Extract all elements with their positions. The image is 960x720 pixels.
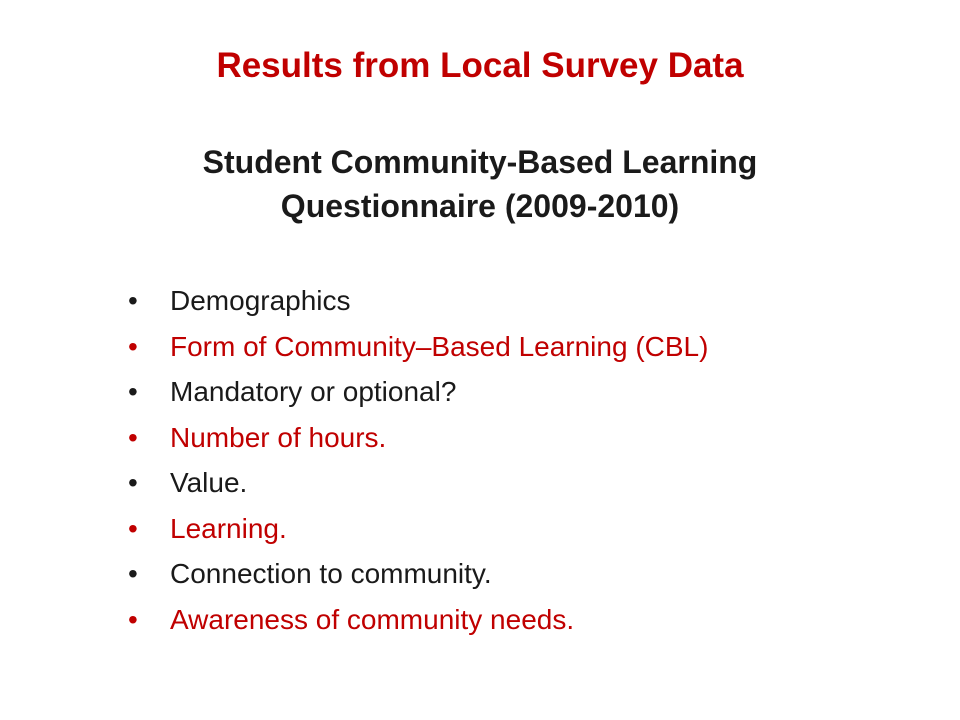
bullet-dot-icon: • [128, 376, 138, 407]
bullet-text: Connection to community. [170, 558, 492, 589]
bullet-text: Awareness of community needs. [170, 603, 575, 635]
bullet-dot-icon: • [128, 285, 138, 316]
bullet-list [128, 278, 888, 642]
bullet-item-awareness-of-community-needs [128, 597, 888, 643]
bullet-dot-icon: • [128, 421, 138, 453]
bullet-text: Demographics [170, 285, 351, 316]
bullet-item-form-of-cbl [128, 324, 888, 370]
bullet-text: Learning. [170, 512, 287, 544]
bullet-text: Form of Community–Based Learning (CBL) [170, 330, 709, 362]
bullet-dot-icon: • [128, 467, 138, 498]
slide-title: Results from Local Survey Data [216, 46, 744, 85]
bullet-dot-icon: • [128, 558, 138, 589]
bullet-text: Value. [170, 467, 248, 498]
bullet-item-mandatory-or-optional [128, 369, 888, 415]
bullet-item-number-of-hours [128, 415, 888, 461]
bullet-item-demographics [128, 278, 888, 324]
slide-subtitle [150, 140, 810, 228]
bullet-dot-icon: • [128, 603, 138, 635]
bullet-dot-icon: • [128, 330, 138, 362]
bullet-item-learning [128, 506, 888, 552]
subtitle-line-2: Questionnaire (2009-2010) [280, 188, 680, 224]
bullet-item-connection-to-community [128, 551, 888, 597]
bullet-dot-icon: • [128, 512, 138, 544]
bullet-item-value [128, 460, 888, 506]
bullet-text: Number of hours. [170, 421, 387, 453]
bullet-text: Mandatory or optional? [170, 376, 457, 407]
subtitle-line-1: Student Community-Based Learning [202, 144, 758, 180]
